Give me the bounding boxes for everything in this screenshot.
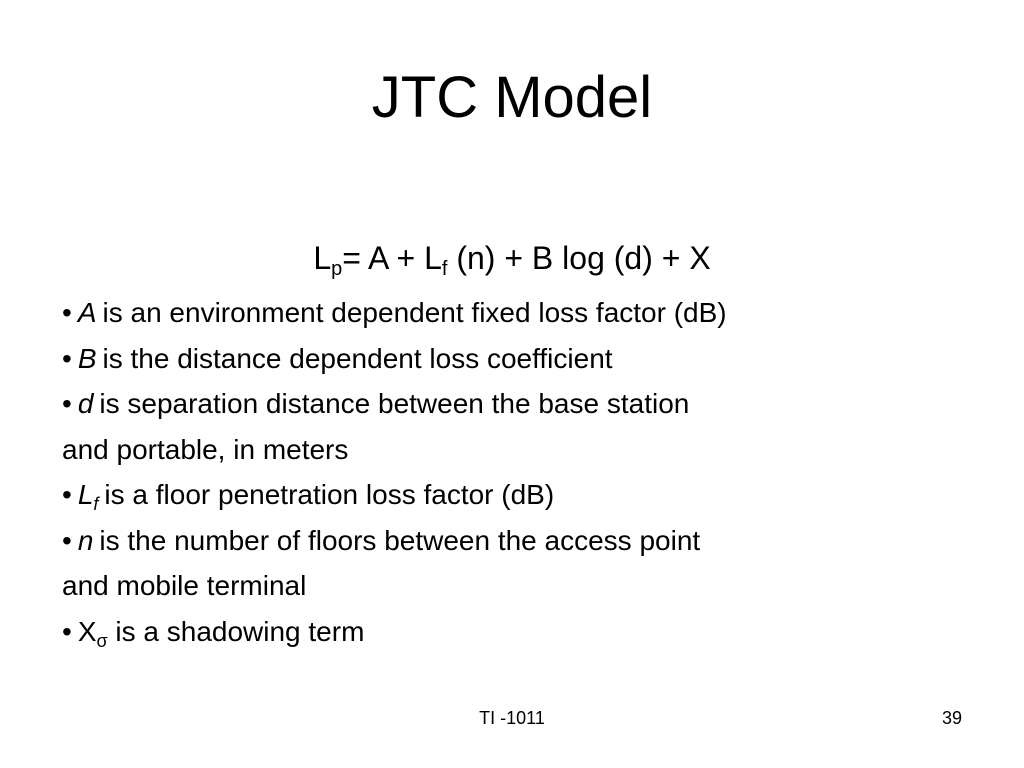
bullet-icon: •	[62, 615, 72, 647]
formula-part-1-subscript: f	[441, 258, 448, 280]
bullet-icon: •	[62, 297, 72, 328]
formula-lhs-subscript: p	[331, 258, 343, 280]
bullet-icon: •	[62, 388, 72, 419]
bullet-term	[77, 479, 99, 514]
bullet-item-x	[62, 609, 962, 655]
bullet-item-d	[62, 381, 962, 427]
slide-title: JTC Model	[371, 65, 653, 130]
bullet-term: d	[77, 388, 94, 419]
definition-list	[62, 290, 962, 654]
bullet-item-b	[62, 336, 962, 382]
bullet-item-n	[62, 518, 962, 564]
bullet-text: is the number of floors between the access point	[99, 524, 701, 556]
bullet-continuation: and mobile terminal	[62, 570, 307, 601]
bullet-text: is a floor penetration loss factor (dB)	[104, 479, 555, 510]
bullet-icon: •	[62, 479, 72, 510]
bullet-text: is a shadowing term	[107, 615, 365, 647]
bullet-term-subscript: σ	[96, 630, 108, 651]
bullet-text: is an environment dependent fixed loss factor (dB)	[102, 297, 727, 328]
formula-part-2: (n) + B log (d) + X	[447, 240, 711, 276]
bullet-text: is separation distance between the base station	[99, 388, 690, 419]
bullet-icon: •	[62, 524, 72, 556]
footer-label: TI -1011	[479, 708, 545, 728]
bullet-term: A	[77, 297, 97, 328]
formula-part-1: = A + L	[342, 240, 442, 276]
bullet-item-lf	[62, 472, 962, 518]
bullet-text: is the distance dependent loss coefficient	[102, 342, 613, 374]
bullet-term-base: L	[77, 479, 94, 510]
bullet-term	[77, 615, 108, 651]
bullet-continuation: and portable, in meters	[62, 433, 349, 465]
bullet-icon: •	[62, 342, 72, 374]
bullet-item-a	[62, 290, 962, 336]
bullet-term-subscript: f	[93, 494, 99, 514]
path-loss-formula	[0, 236, 1024, 280]
page-number: 39	[941, 708, 962, 728]
bullet-term: B	[77, 342, 97, 374]
formula-lhs: L	[313, 240, 332, 276]
bullet-term: n	[77, 524, 94, 556]
bullet-term-base: X	[77, 615, 97, 647]
